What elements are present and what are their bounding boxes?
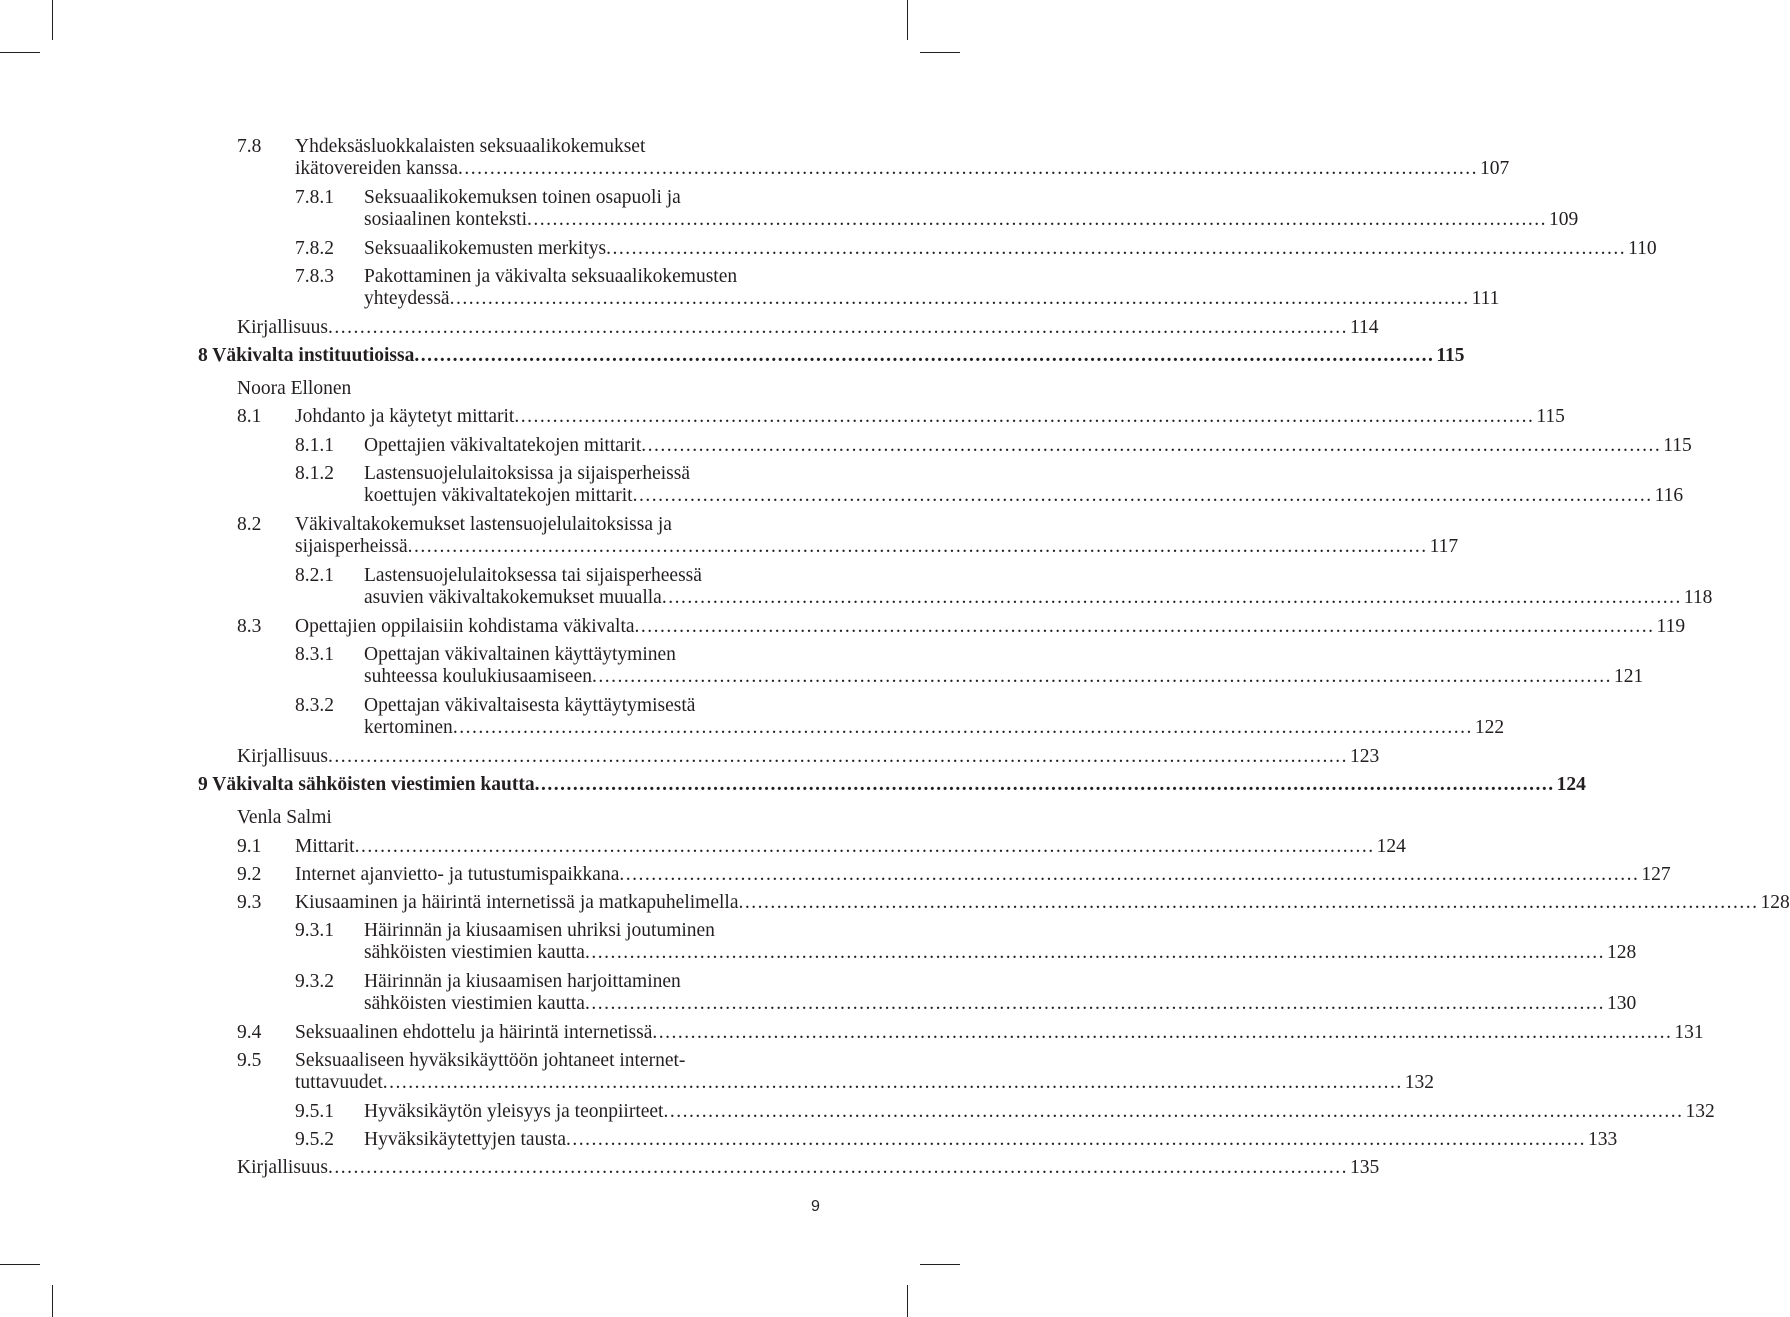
toc-title: Kirjallisuus [237,1157,328,1178]
toc-chapter-entry[interactable] [198,345,1465,367]
toc-number: 8.3.1 [295,644,334,665]
dot-leader: ................................................................................................................................................................ [584,942,1605,963]
toc-page: 118 [1683,587,1713,608]
crop-mark-top-left-h [0,52,40,53]
toc-entry[interactable] [295,1129,1618,1151]
toc-title: Opettajien väkivaltatekojen mittarit [364,435,642,456]
toc-page: 128 [1606,942,1637,963]
toc-page: 124 [1376,836,1406,857]
toc-page: 115 [1536,406,1565,427]
page-number: 9 [811,1198,820,1215]
toc-chapter-entry[interactable] [198,774,1586,796]
toc-page: 117 [1429,536,1459,557]
toc-title-cont: tuttavuudet [295,1072,383,1093]
toc-page: 135 [1350,1157,1380,1178]
toc-title-cont: ikätovereiden kanssa [295,158,458,179]
crop-mark-bottom-right [907,1285,908,1317]
toc-page: 123 [1350,746,1380,767]
dot-leader: ................................................................................................................................................................ [457,158,1478,179]
crop-mark-top-right-h [920,52,960,53]
toc-entry[interactable] [295,238,1657,260]
toc-title-cont: asuvien väkivaltakokemukset muualla [364,587,662,608]
toc-title: Mittarit [295,836,355,857]
toc-title: Väkivaltakokemukset lastensuojelulaitoksissa ja [295,514,672,535]
toc-title-cont: sähköisten viestimien kautta [364,942,585,963]
toc-page: 122 [1474,717,1505,738]
toc-entry[interactable] [295,644,1644,688]
toc-number: 9.3.1 [295,920,334,941]
toc-entry[interactable] [237,136,1510,180]
toc-entry[interactable] [295,971,1637,1015]
toc-number: 8.3.2 [295,695,334,716]
toc-number: 8.1.2 [295,463,334,484]
toc-entry[interactable] [295,565,1713,609]
toc-title: Hyväksikäytettyjen tausta [364,1129,566,1150]
chapter-author: Noora Ellonen [237,378,352,399]
dot-leader: ................................................................................................................................................................ [634,616,1655,637]
toc-page: 133 [1588,1129,1618,1150]
toc-title: Häirinnän ja kiusaamisen uhriksi joutuminen [364,920,715,941]
toc-title: Yhdeksäsluokkalaisten seksuaalikokemukset [295,136,646,157]
toc-page: 110 [1628,238,1657,259]
toc-entry[interactable] [295,266,1500,310]
dot-leader: ................................................................................................................................................................ [414,345,1435,366]
toc-title: Lastensuojelulaitoksessa tai sijaisperheessä [364,565,702,586]
toc-page: 119 [1656,616,1686,637]
toc-entry[interactable] [237,864,1671,886]
toc-entry[interactable] [237,406,1565,428]
toc-title: Seksuaalinen ehdottelu ja häirintä internetissä [295,1022,653,1043]
toc-page: 115 [1436,345,1465,366]
toc-page: 115 [1663,435,1692,456]
dot-leader: ................................................................................................................................................................ [652,1022,1673,1043]
toc-number: 9.5 [237,1050,262,1071]
toc-number: 7.8.1 [295,187,334,208]
toc-page: 130 [1606,993,1637,1014]
toc-number: 7.8 [237,136,262,157]
toc-title-cont: kertominen [364,717,453,738]
toc-number: 9.5.2 [295,1129,334,1150]
toc-entry[interactable] [237,1050,1434,1094]
toc-chapter-title: 8 Väkivalta instituutioissa [198,345,415,366]
toc-title: Kiusaaminen ja häirintä internetissä ja matkapuhelimella [295,892,739,913]
crop-mark-top-right [907,0,908,40]
toc-page: 107 [1479,158,1510,179]
toc-entry[interactable] [237,317,1379,339]
dot-leader: ................................................................................................................................................................ [452,717,1473,738]
toc-title: Johdanto ja käytetyt mittarit [295,406,515,427]
toc-number: 9.3 [237,892,262,913]
toc-page: 132 [1685,1101,1715,1122]
toc-number: 8.2.1 [295,565,334,586]
crop-mark-top-left [52,0,53,40]
toc-entry[interactable] [295,1101,1715,1123]
toc-title-cont: yhteydessä [364,288,450,309]
toc-page: 131 [1674,1022,1704,1043]
toc-page: 124 [1556,774,1586,795]
toc-title: Seksuaalikokemuksen toinen osapuoli ja [364,187,681,208]
dot-leader: ................................................................................................................................................................ [661,587,1682,608]
toc-title-cont: suhteessa koulukiusaamiseen [364,666,592,687]
toc-number: 7.8.3 [295,266,334,287]
crop-mark-bottom-right-h [920,1264,960,1265]
dot-leader: ................................................................................................................................................................ [592,666,1612,687]
toc-number: 9.2 [237,864,262,885]
toc-page: 132 [1404,1072,1434,1093]
dot-leader: ................................................................................................................................................................ [641,435,1662,456]
toc-number: 8.2 [237,514,262,535]
toc-number: 9.3.2 [295,971,334,992]
toc-title: Seksuaalikokemusten merkitys [364,238,607,259]
toc-entry[interactable] [237,1157,1380,1179]
toc-page: 128 [1760,892,1790,913]
toc-entry[interactable] [295,695,1505,739]
toc-number: 8.3 [237,616,262,637]
toc-title: Opettajan väkivaltaisesta käyttäytymisestä [364,695,696,716]
crop-mark-bottom-left-h [0,1264,40,1265]
dot-leader: ................................................................................................................................................................ [632,485,1653,506]
dot-leader: ................................................................................................................................................................ [606,238,1627,259]
toc-title-cont: sijaisperheissä [295,536,408,557]
toc-number: 9.1 [237,836,262,857]
toc-entry[interactable] [237,836,1406,858]
toc-title: Pakottaminen ja väkivalta seksuaalikokemusten [364,266,738,287]
chapter-author: Venla Salmi [237,807,332,828]
toc-number: 9.5.1 [295,1101,334,1122]
toc-entry[interactable] [295,187,1579,231]
dot-leader: ................................................................................................................................................................ [584,993,1605,1014]
toc-title: Kirjallisuus [237,746,328,767]
crop-mark-bottom-left [52,1285,53,1317]
toc-title: Lastensuojelulaitoksissa ja sijaisperheissä [364,463,691,484]
toc-page: 121 [1614,666,1644,687]
toc-title: Opettajan väkivaltainen käyttäytyminen [364,644,676,665]
toc-entry[interactable] [295,463,1684,507]
toc-title-cont: sosiaalinen konteksti [364,209,528,230]
toc-number: 7.8.2 [295,238,334,259]
dot-leader: ................................................................................................................................................................ [619,864,1640,885]
toc-title: Häirinnän ja kiusaamisen harjoittaminen [364,971,681,992]
toc-entry[interactable] [237,616,1686,638]
toc-entry[interactable] [237,1022,1704,1044]
dot-leader: ................................................................................................................................................................ [527,209,1548,230]
dot-leader: ................................................................................................................................................................ [514,406,1535,427]
toc-entry[interactable] [295,920,1637,964]
dot-leader: ................................................................................................................................................................ [449,288,1470,309]
toc-entry[interactable] [295,435,1692,457]
toc-title-cont: sähköisten viestimien kautta [364,993,585,1014]
dot-leader: ................................................................................................................................................................ [328,1157,1348,1178]
dot-leader: ................................................................................................................................................................ [407,536,1428,557]
toc-page: 114 [1350,317,1379,338]
toc-title: Opettajien oppilaisiin kohdistama väkivalta [295,616,635,637]
toc-page: 127 [1641,864,1671,885]
dot-leader: ................................................................................................................................................................ [328,317,1348,338]
toc-page: 116 [1654,485,1684,506]
toc-number: 9.4 [237,1022,262,1043]
toc-chapter-title: 9 Väkivalta sähköisten viestimien kautta [198,774,535,795]
toc-entry[interactable] [237,892,1790,914]
toc-title: Hyväksikäytön yleisyys ja teonpiirteet [364,1101,664,1122]
dot-leader: ................................................................................................................................................................ [354,836,1375,857]
toc-title-cont: koettujen väkivaltatekojen mittarit [364,485,633,506]
dot-leader: ................................................................................................................................................................ [534,774,1555,795]
dot-leader: ................................................................................................................................................................ [663,1101,1684,1122]
dot-leader: ................................................................................................................................................................ [738,892,1759,913]
dot-leader: ................................................................................................................................................................ [566,1129,1586,1150]
dot-leader: ................................................................................................................................................................ [328,746,1348,767]
dot-leader: ................................................................................................................................................................ [382,1072,1403,1093]
toc-entry[interactable] [237,514,1459,558]
toc-entry[interactable] [237,746,1380,768]
toc-page: 111 [1471,288,1500,309]
toc-number: 8.1 [237,406,262,427]
toc-number: 8.1.1 [295,435,334,456]
toc-title: Internet ajanvietto- ja tutustumispaikkana [295,864,620,885]
toc-title: Seksuaaliseen hyväksikäyttöön johtaneet internet- [295,1050,686,1071]
toc-title: Kirjallisuus [237,317,328,338]
toc-page: 109 [1549,209,1579,230]
